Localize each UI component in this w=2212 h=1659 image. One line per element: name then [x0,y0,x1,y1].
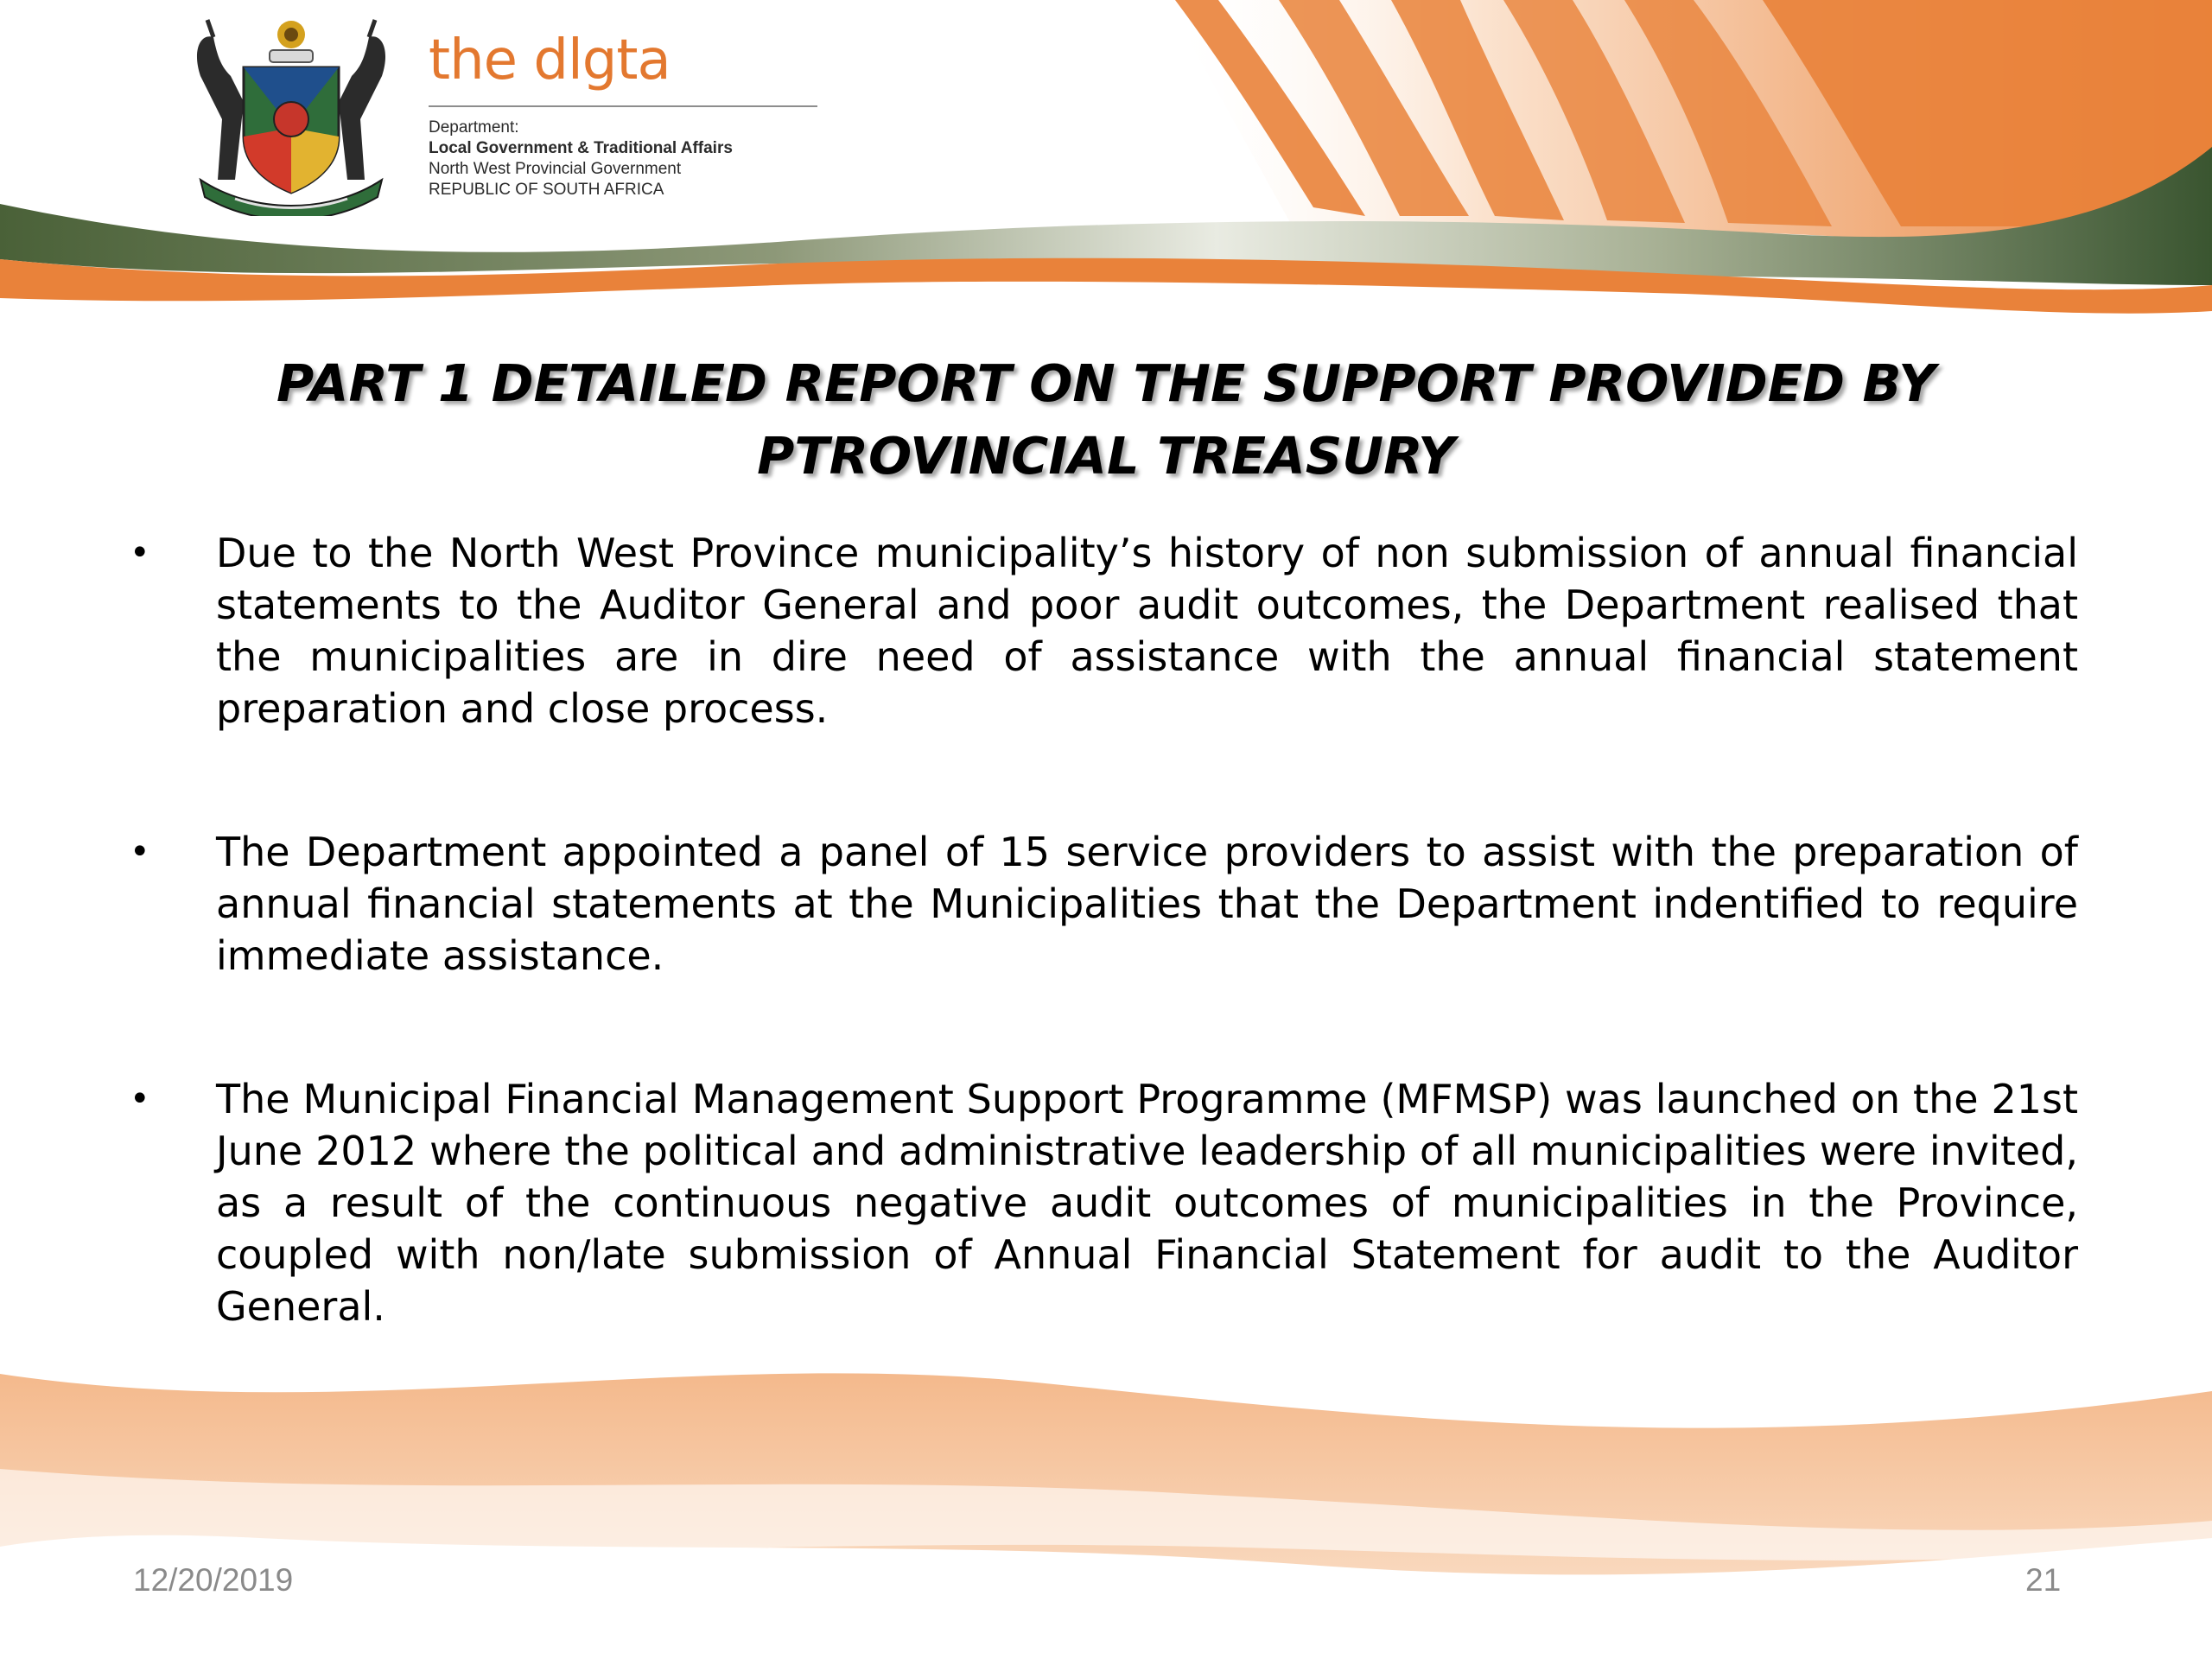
bullet-text: Due to the North West Province municipality’s history of non submission of annual financial statements to the Auditor General and poor audit outcomes, the Department realised that the municipalities are in dire need of assistance with the annual financial statement preparation and close process. [216,530,2078,732]
slide-title-line-2: PTROVINCIAL TREASURY [757,426,1455,486]
bullet-marker: • [130,832,150,872]
bullet-marker: • [130,533,150,573]
government-name: North West Provincial Government [429,160,682,178]
department-label: Department: [429,118,519,137]
bullet-text: The Department appointed a panel of 15 service providers to assist with the preparation of annual financial statements at the Municipalities that the Department indentified to require immediate assistance. [216,829,2078,979]
country-name: REPUBLIC OF SOUTH AFRICA [429,181,664,199]
list-item [130,1073,2078,1332]
department-branding [429,26,817,200]
coat-of-arms-icon [183,16,399,216]
bullet-list [130,527,2078,1424]
brand-name: the dlgta [429,29,671,92]
footer-date: 12/20/2019 [133,1562,294,1598]
list-item [130,826,2078,982]
department-name: Local Government & Traditional Affairs [429,139,733,157]
slide-title [130,347,2082,493]
list-item [130,527,2078,734]
brand-divider [429,105,817,107]
slide-title-line-1: PART 1 DETAILED REPORT ON THE SUPPORT PROVIDED BY [276,353,1936,413]
bullet-text: The Municipal Financial Management Support Programme (MFMSP) was launched on the 21st June 2012 where the political and administrative leadership of all municipalities were invited, as a result of the continuous negative audit outcomes of municipalities in the Province, coupled with non/late submission of Annual Financial Statement for audit to the Auditor General. [216,1076,2078,1330]
page-number: 21 [2025,1562,2062,1598]
bullet-marker: • [130,1079,150,1119]
